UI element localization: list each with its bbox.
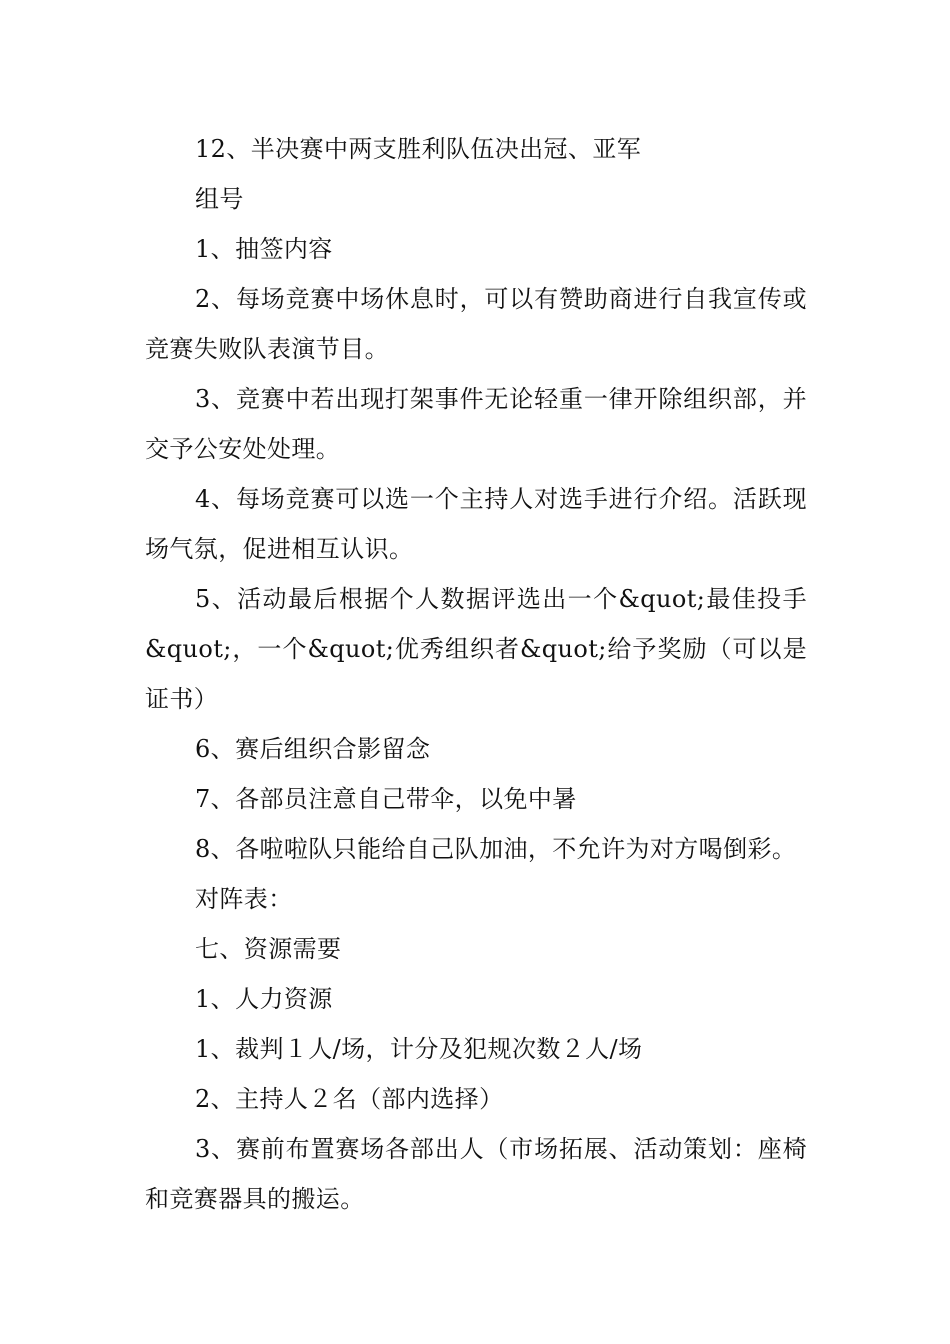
paragraph-semifinal: 12、半决赛中两支胜利队伍决出冠、亚军 [195,135,642,163]
paragraph-halftime: 2、每场竞赛中场休息时，可以有赞助商进行自我宣传或竞赛失败队表演节目。 [145,285,807,363]
paragraph-group-photo: 6、赛后组织合影留念 [195,735,431,763]
paragraph-host: 4、每场竞赛可以选一个主持人对选手进行介绍。活跃现场气氛，促进相互认识。 [145,485,807,563]
paragraph-draw-content: 1、抽签内容 [195,235,333,263]
paragraph-referees: 1、裁判１人/场，计分及犯规次数２人/场 [195,1035,643,1063]
paragraph-venue-setup: 3、赛前布置赛场各部出人（市场拓展、活动策划：座椅和竞赛器具的搬运。 [145,1135,807,1213]
paragraph-umbrella: 7、各部员注意自己带伞，以免中暑 [195,785,577,813]
paragraph-match-table: 对阵表： [195,885,293,913]
paragraph-awards: 5、活动最后根据个人数据评选出一个&quot;最佳投手&quot;，一个&quot;优秀组织者&quot;给予奖励（可以是证书） [145,585,807,713]
paragraph-hosts: 2、主持人２名（部内选择） [195,1085,504,1113]
section-heading-resources: 七、资源需要 [195,935,342,963]
paragraph-cheerleaders: 8、各啦啦队只能给自己队加油，不允许为对方喝倒彩。 [195,835,797,863]
document-body [145,124,807,1224]
subheading-human-resources: 1、人力资源 [195,985,333,1013]
paragraph-group-number: 组号 [195,185,244,213]
paragraph-fighting-rule: 3、竞赛中若出现打架事件无论轻重一律开除组织部，并交予公安处处理。 [145,385,807,463]
